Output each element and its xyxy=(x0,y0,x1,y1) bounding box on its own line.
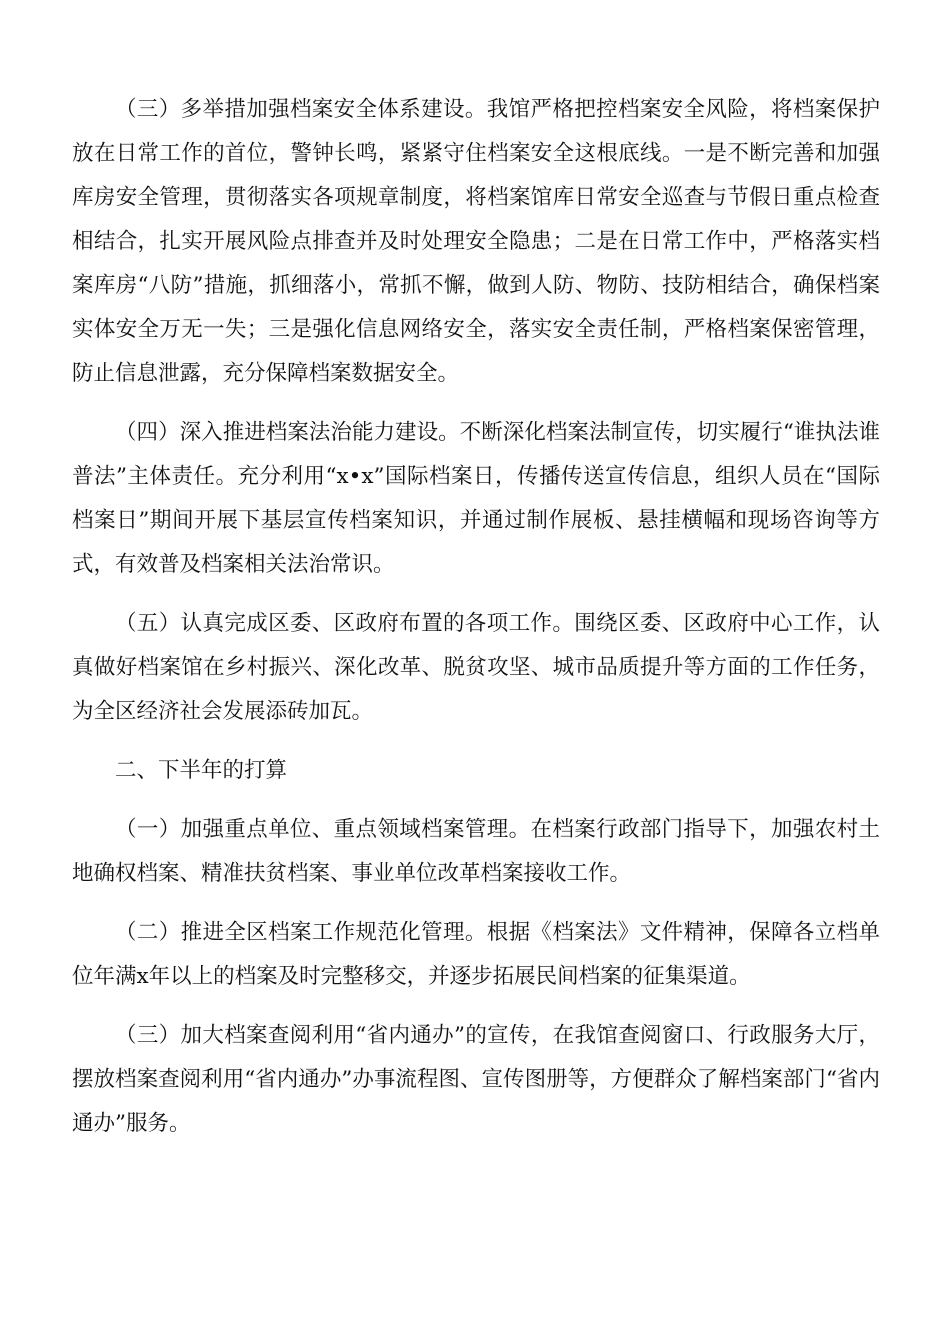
paragraph-standardization: （二）推进全区档案工作规范化管理。根据《档案法》文件精神，保障各立档单位年满x年以上的档案及时完整移交，并逐步拓展民间档案的征集渠道。 xyxy=(72,920,880,989)
paragraph-archive-security: （三）多举措加强档案安全体系建设。我馆严格把控档案安全风险，将档案保护放在日常工作的首位，警钟长鸣，紧紧守住档案安全这根底线。一是不断完善和加强库房安全管理，贯彻落实各项规章制度，将档案馆库日常安全巡查与节假日重点检查相结合，扎实开展风险点排查并及时处理安全隐患；二是在日常工作中，严格落实档案库房“八防”措施，抓细落小，常抓不懈，做到人防、物防、技防相结合，确保档案实体安全万无一失；三是强化信息网络安全，落实安全责任制，严格档案保密管理，防止信息泄露，充分保障档案数据安全。 xyxy=(72,97,880,386)
section-heading-second-half-plan: 二、下半年的打算 xyxy=(115,758,288,783)
document-body xyxy=(72,88,880,1146)
paragraph-key-units: （一）加强重点单位、重点领域档案管理。在档案行政部门指导下，加强农村土地确权档案、精准扶贫档案、事业单位改革档案接收工作。 xyxy=(72,817,880,886)
paragraph-legal-capacity: （四）深入推进档案法治能力建设。不断深化档案法制宣传，切实履行“谁执法谁普法”主体责任。充分利用“x•x”国际档案日，传播传送宣传信息，组织人员在“国际档案日”期间开展下基层宣传档案知识，并通过制作展板、悬挂横幅和现场咨询等方式，有效普及档案相关法治常识。 xyxy=(72,420,880,577)
paragraph-district-tasks: （五）认真完成区委、区政府布置的各项工作。围绕区委、区政府中心工作，认真做好档案馆在乡村振兴、深化改革、脱贫攻坚、城市品质提升等方面的工作任务，为全区经济社会发展添砖加瓦。 xyxy=(72,611,880,724)
paragraph-province-service: （三）加大档案查阅利用“省内通办”的宣传，在我馆查阅窗口、行政服务大厅，摆放档案查阅利用“省内通办”办事流程图、宣传图册等，方便群众了解档案部门“省内通办”服务。 xyxy=(72,1023,880,1136)
